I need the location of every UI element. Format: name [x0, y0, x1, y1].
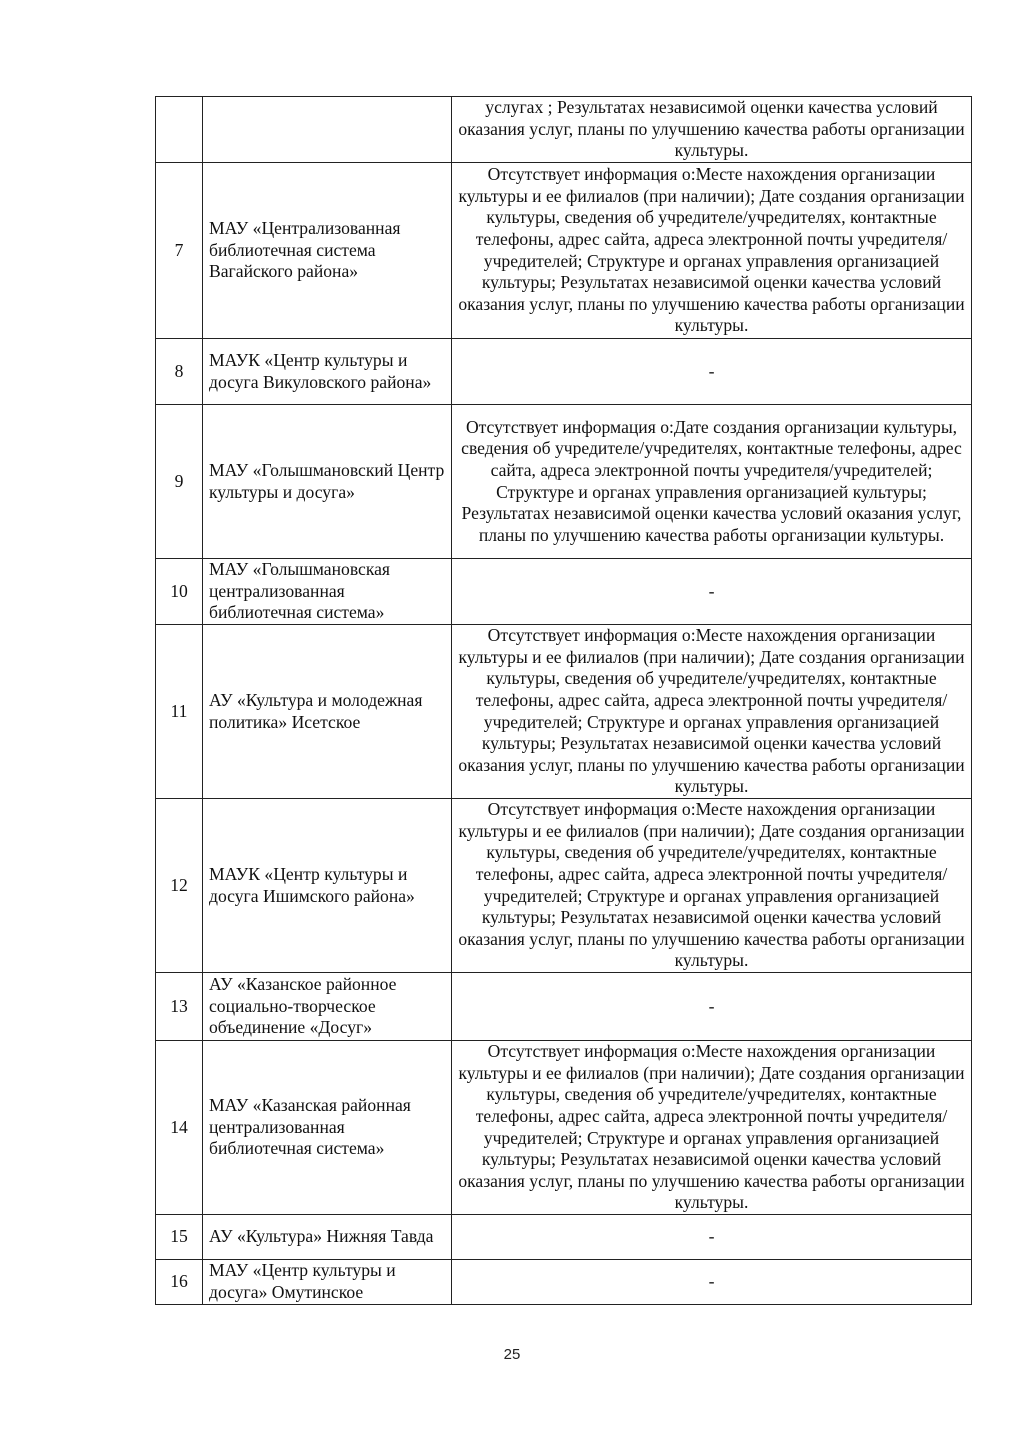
- row-number: 11: [156, 625, 203, 799]
- missing-info: Отсутствует информация о:Дате создания организации культуры, сведения об учредителе/учредителях, контактные телефоны, адрес сайта, адреса электронной почты учредителя/учредителей; Структуре и органах управления организацией культуры; Результатах независимой оценки качества условий оказания услуг, планы по улучшению качества работы организации культуры.: [452, 405, 972, 559]
- row-number: 8: [156, 339, 203, 405]
- row-number: 12: [156, 799, 203, 973]
- organization-name: АУ «Казанское районное социально-творческое объединение «Досуг»: [203, 973, 452, 1041]
- table-row: [156, 1041, 972, 1215]
- missing-info: -: [452, 973, 972, 1041]
- table-row: [156, 1215, 972, 1260]
- organization-name: АУ «Культура и молодежная политика» Исетское: [203, 625, 452, 799]
- row-number: 9: [156, 405, 203, 559]
- row-number: 15: [156, 1215, 203, 1260]
- page-number: 25: [503, 1346, 521, 1363]
- row-number: 16: [156, 1260, 203, 1305]
- organization-name: МАУ «Центр культуры и досуга» Омутинское: [203, 1260, 452, 1305]
- table-row: [156, 1260, 972, 1305]
- organization-name: МАУК «Центр культуры и досуга Викуловского района»: [203, 339, 452, 405]
- table-row: [156, 799, 972, 973]
- table-row: [156, 163, 972, 339]
- table-row: [156, 559, 972, 625]
- table-row: [156, 973, 972, 1041]
- organization-name: МАУ «Голышмановский Центр культуры и досуга»: [203, 405, 452, 559]
- missing-info: -: [452, 1260, 972, 1305]
- row-number: [156, 97, 203, 163]
- row-number: 13: [156, 973, 203, 1041]
- organization-name: МАУ «Казанская районная централизованная библиотечная система»: [203, 1041, 452, 1215]
- organization-name: МАУК «Центр культуры и досуга Ишимского района»: [203, 799, 452, 973]
- table-row: [156, 339, 972, 405]
- organization-name: АУ «Культура» Нижняя Тавда: [203, 1215, 452, 1260]
- row-number: 14: [156, 1041, 203, 1215]
- missing-info: Отсутствует информация о:Месте нахождения организации культуры и ее филиалов (при наличии); Дате создания организации культуры, сведения об учредителе/учредителях, контактные телефоны, адрес сайта, адреса электронной почты учредителя/учредителей; Структуре и органах управления организацией культуры; Результатах независимой оценки качества условий оказания услуг, планы по улучшению качества работы организации культуры.: [452, 1041, 972, 1215]
- organization-name: МАУ «Централизованная библиотечная система Вагайского района»: [203, 163, 452, 339]
- organization-name: МАУ «Голышмановская централизованная библиотечная система»: [203, 559, 452, 625]
- table-row: [156, 625, 972, 799]
- missing-info: Отсутствует информация о:Месте нахождения организации культуры и ее филиалов (при наличии); Дате создания организации культуры, сведения об учредителе/учредителях, контактные телефоны, адрес сайта, адреса электронной почты учредителя/учредителей; Структуре и органах управления организацией культуры; Результатах независимой оценки качества условий оказания услуг, планы по улучшению качества работы организации культуры.: [452, 163, 972, 339]
- row-number: 7: [156, 163, 203, 339]
- missing-info: -: [452, 1215, 972, 1260]
- organizations-table: [155, 96, 972, 1305]
- table-row: [156, 405, 972, 559]
- table-row: [156, 97, 972, 163]
- missing-info: -: [452, 339, 972, 405]
- missing-info: Отсутствует информация о:Месте нахождения организации культуры и ее филиалов (при наличии); Дате создания организации культуры, сведения об учредителе/учредителях, контактные телефоны, адрес сайта, адреса электронной почты учредителя/учредителей; Структуре и органах управления организацией культуры; Результатах независимой оценки качества условий оказания услуг, планы по улучшению качества работы организации культуры.: [452, 799, 972, 973]
- row-number: 10: [156, 559, 203, 625]
- missing-info: Отсутствует информация о:Месте нахождения организации культуры и ее филиалов (при наличии); Дате создания организации культуры, сведения об учредителе/учредителях, контактные телефоны, адрес сайта, адреса электронной почты учредителя/учредителей; Структуре и органах управления организацией культуры; Результатах независимой оценки качества условий оказания услуг, планы по улучшению качества работы организации культуры.: [452, 625, 972, 799]
- organization-name: [203, 97, 452, 163]
- missing-info: -: [452, 559, 972, 625]
- missing-info: услугах ; Результатах независимой оценки качества условий оказания услуг, планы по улучшению качества работы организации культуры.: [452, 97, 972, 163]
